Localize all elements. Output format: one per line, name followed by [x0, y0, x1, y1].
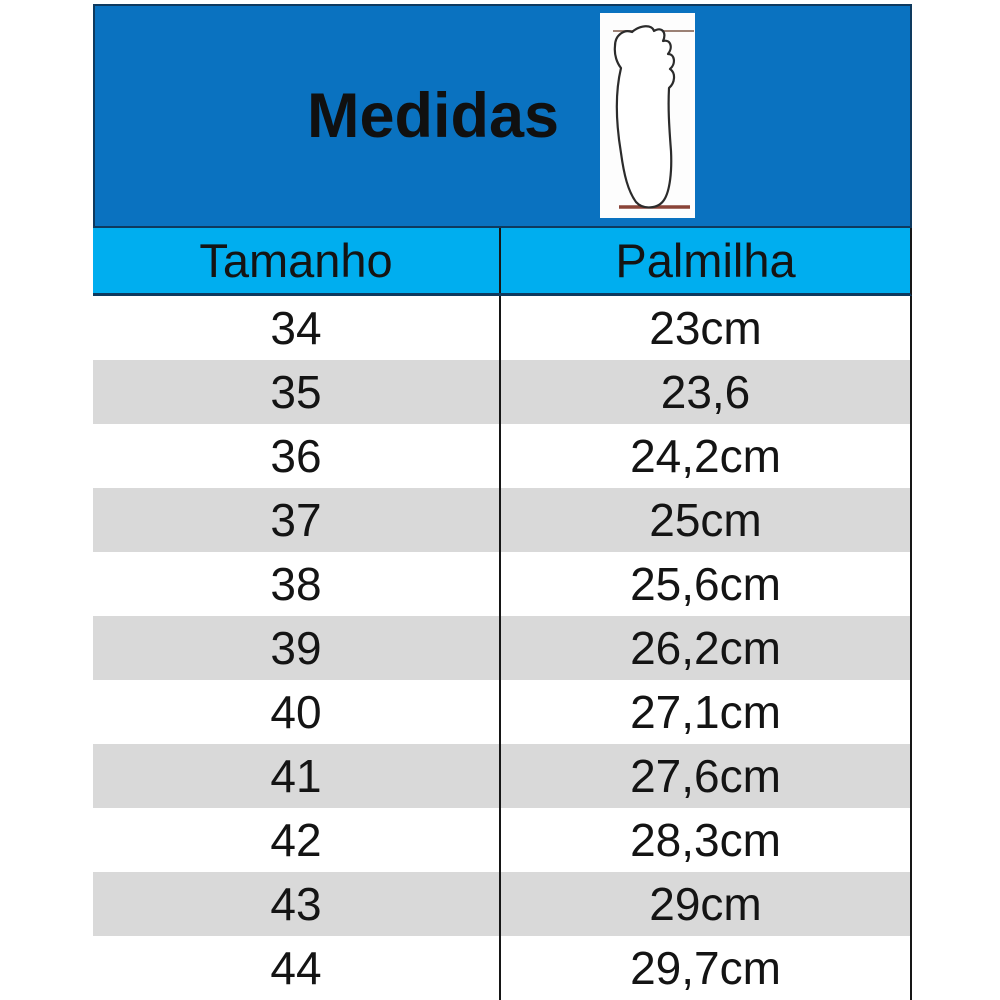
size-cell: 40: [93, 680, 501, 744]
foot-outline-path: [615, 26, 674, 207]
foot-measure-illustration: [600, 13, 695, 218]
insole-cell: 29,7cm: [630, 942, 781, 994]
insole-cell: 27,1cm: [630, 686, 781, 738]
table-row: [93, 936, 910, 1000]
insole-cell: 24,2cm: [630, 430, 781, 482]
size-cell: 41: [93, 744, 501, 808]
table-row: [93, 744, 910, 808]
insole-cell: 28,3cm: [630, 814, 781, 866]
size-cell: 39: [93, 616, 501, 680]
table-row: [93, 616, 910, 680]
table-row: [93, 552, 910, 616]
size-cell: 34: [93, 296, 501, 360]
chart-title: Medidas: [306, 81, 560, 151]
insole-cell: 23,6: [660, 366, 751, 418]
column-header-palmilha: Palmilha: [615, 234, 796, 287]
table-row: [93, 872, 910, 936]
size-chart-table: [93, 4, 912, 1000]
insole-cell: 26,2cm: [630, 622, 781, 674]
size-cell: 42: [93, 808, 501, 872]
insole-cell: 25cm: [649, 494, 762, 546]
size-cell: 35: [93, 360, 501, 424]
insole-cell: 27,6cm: [630, 750, 781, 802]
column-header-row: [93, 228, 912, 296]
table-row: [93, 424, 910, 488]
insole-cell: 25,6cm: [630, 558, 781, 610]
size-cell: 36: [93, 424, 501, 488]
size-cell: 44: [93, 936, 501, 1000]
size-cell: 43: [93, 872, 501, 936]
table-row: [93, 488, 910, 552]
table-row: [93, 296, 910, 360]
size-cell: 38: [93, 552, 501, 616]
size-rows: [93, 296, 912, 1000]
foot-sole-icon: [600, 13, 695, 218]
table-row: [93, 808, 910, 872]
table-row: [93, 680, 910, 744]
size-cell: 37: [93, 488, 501, 552]
table-row: [93, 360, 910, 424]
table-header-banner: [93, 4, 912, 228]
insole-cell: 23cm: [649, 302, 762, 354]
insole-cell: 29cm: [649, 878, 762, 930]
column-header-tamanho: Tamanho: [93, 228, 501, 293]
